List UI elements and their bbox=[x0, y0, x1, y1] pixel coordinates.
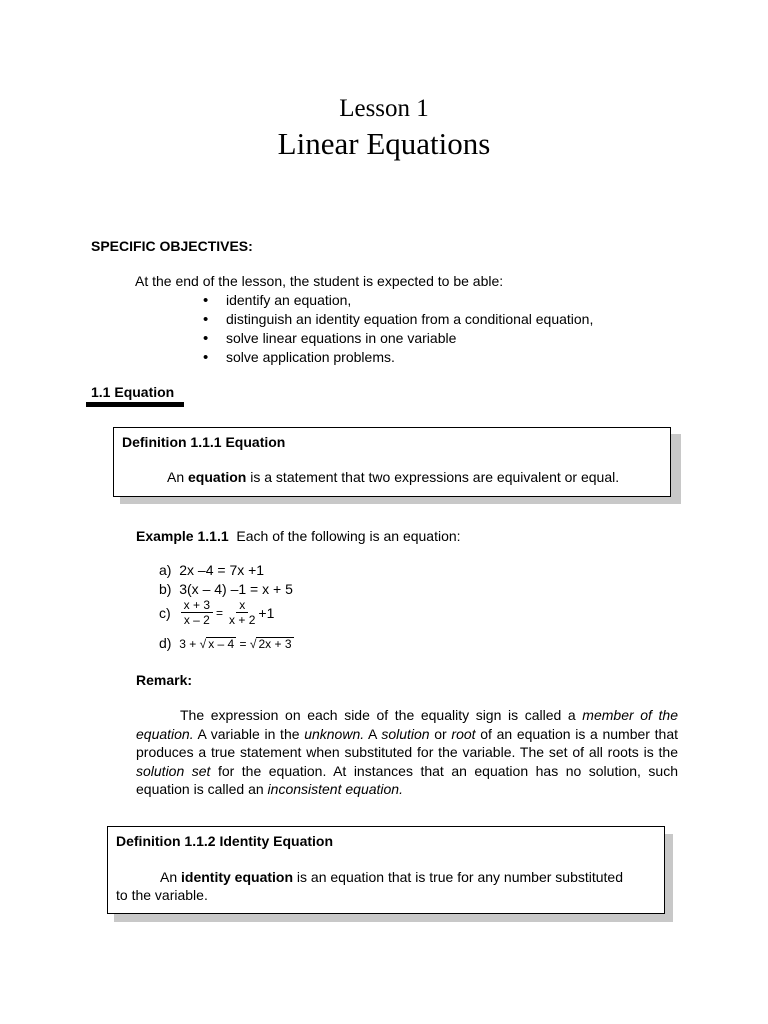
remark-term: solution bbox=[381, 725, 430, 742]
definition-title: Definition 1.1.2 Identity Equation bbox=[116, 833, 334, 849]
equation: 3(x – 4) –1 = x + 5 bbox=[179, 581, 293, 597]
fraction bbox=[181, 598, 213, 627]
definition-body bbox=[167, 469, 619, 485]
remark-term: member of the equation. bbox=[136, 707, 678, 742]
remark-text: of an equation is a number that produces a true statement when substituted for the variable. The set of all roots is the bbox=[136, 725, 678, 760]
example-line bbox=[136, 528, 461, 544]
objectives-list bbox=[200, 292, 593, 368]
lesson-title: Linear Equations bbox=[277, 126, 491, 161]
definition-text: An bbox=[167, 469, 189, 485]
numerator: x bbox=[236, 598, 248, 613]
definition-term: equation bbox=[188, 469, 247, 485]
definition-text: An bbox=[160, 869, 182, 885]
radicand: 2x + 3 bbox=[258, 637, 292, 651]
objective-item: • solve application problems. bbox=[200, 349, 593, 368]
item-marker: c) bbox=[159, 604, 171, 621]
example-item-b bbox=[159, 581, 293, 597]
objectives-heading: SPECIFIC OBJECTIVES: bbox=[91, 238, 253, 254]
section-underline bbox=[86, 402, 184, 407]
radicand: x – 4 bbox=[208, 637, 235, 651]
definition-body bbox=[116, 868, 636, 904]
item-marker: a) bbox=[159, 562, 172, 578]
item-marker: b) bbox=[159, 581, 172, 597]
item-marker: d) bbox=[159, 635, 172, 651]
lesson-label: Lesson 1 bbox=[339, 95, 429, 122]
remark-heading: Remark: bbox=[136, 672, 193, 688]
equation-part: 3 + bbox=[179, 637, 200, 651]
definition-text: is a statement that two expressions are equivalent or equal. bbox=[246, 469, 620, 485]
objective-item: • identify an equation, bbox=[200, 292, 593, 311]
remark-text: A variable in the bbox=[193, 725, 305, 742]
equation-tail: +1 bbox=[258, 604, 275, 621]
section-heading: 1.1 Equation bbox=[91, 384, 175, 400]
equation-part: = bbox=[236, 637, 250, 651]
example-text: Each of the following is an equation: bbox=[228, 528, 461, 544]
denominator: x – 2 bbox=[183, 613, 210, 627]
remark-term: solution set bbox=[136, 762, 211, 779]
remark-text: or bbox=[429, 725, 452, 742]
definition-title: Definition 1.1.1 Equation bbox=[122, 434, 286, 450]
numerator: x + 3 bbox=[181, 598, 213, 613]
denominator: x + 2 bbox=[229, 613, 256, 627]
remark-term: inconsistent equation. bbox=[267, 781, 403, 797]
definition-text: is an equation that is true for any number substituted to the variable. bbox=[116, 869, 623, 903]
remark-text: The expression on each side of the equality sign is called a bbox=[180, 707, 583, 723]
definition-term: identity equation bbox=[181, 869, 294, 885]
remark-term: unknown. bbox=[304, 725, 365, 742]
remark-text: A bbox=[364, 725, 382, 742]
example-item-d bbox=[159, 635, 294, 651]
equation: 2x –4 = 7x +1 bbox=[179, 562, 265, 578]
remark-text: for the equation. At instances that an equation has no solution, such equation is called an bbox=[136, 762, 678, 797]
objectives-intro: At the end of the lesson, the student is expected to be able: bbox=[135, 273, 504, 289]
equation: 3 + √ x – 4 = √ 2x + 3 bbox=[179, 637, 292, 651]
remark-term: root bbox=[451, 725, 476, 742]
example-item-c bbox=[159, 598, 274, 627]
objective-item: • solve linear equations in one variable bbox=[200, 330, 593, 349]
remark-paragraph bbox=[136, 706, 678, 799]
fraction bbox=[226, 598, 258, 627]
objective-item: • distinguish an identity equation from a conditional equation, bbox=[200, 311, 593, 330]
example-label: Example 1.1.1 bbox=[136, 528, 229, 544]
example-item-a bbox=[159, 562, 264, 578]
equals-sign: = bbox=[216, 605, 224, 620]
